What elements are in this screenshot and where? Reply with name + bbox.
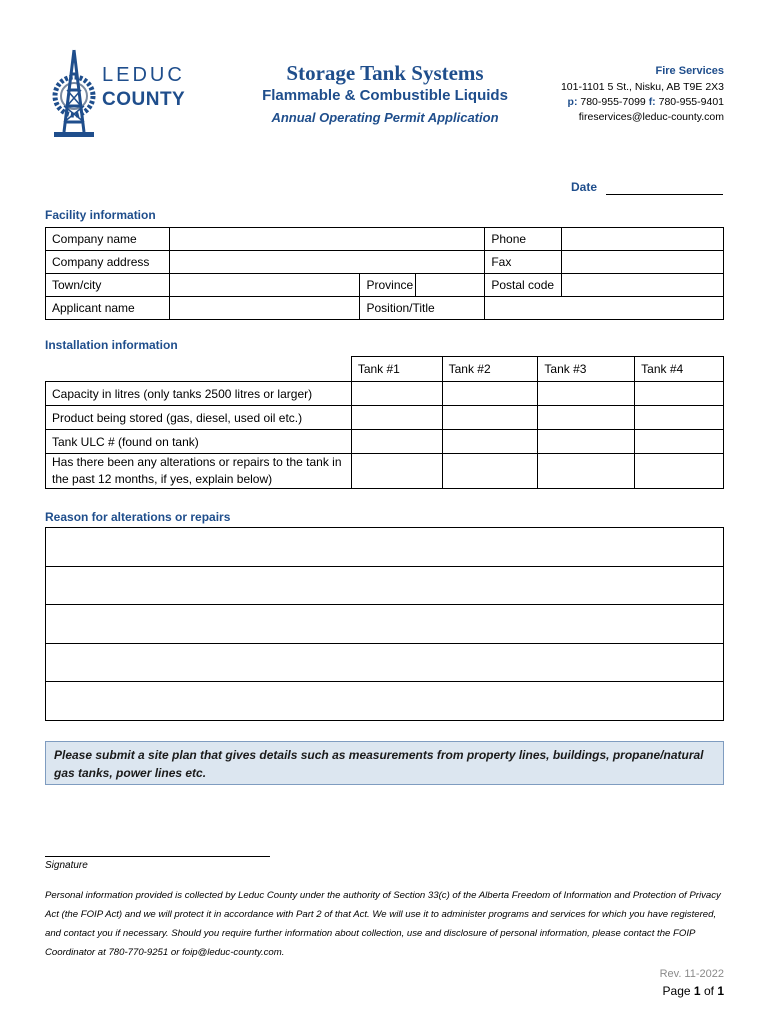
of-word: of (703, 984, 714, 998)
province-field[interactable] (416, 274, 485, 297)
reason-line-field[interactable] (46, 605, 724, 644)
table-row (46, 297, 724, 320)
phone-label: Phone (485, 228, 562, 251)
table-cell-input[interactable] (442, 406, 538, 430)
position-title-field[interactable] (485, 297, 724, 320)
page-current: 1 (693, 984, 701, 998)
table-row (46, 228, 724, 251)
revision-label: Rev. 11-2022 (659, 968, 724, 980)
derrick-icon (50, 46, 102, 142)
form-name: Annual Operating Permit Application (271, 110, 499, 125)
reason-heading: Reason for alterations or repairs (45, 510, 231, 524)
installation-heading: Installation information (45, 338, 178, 352)
position-title-label: Position/Title (360, 297, 485, 320)
reason-line-field[interactable] (46, 682, 724, 721)
reason-line-field[interactable] (46, 528, 724, 567)
fax-label: Fax (485, 251, 562, 274)
table-row (46, 430, 724, 454)
table-cell-input[interactable] (351, 406, 442, 430)
table-row (46, 454, 724, 489)
postal-code-label: Postal code (485, 274, 562, 297)
table-row (46, 406, 724, 430)
table-cell-input[interactable] (442, 430, 538, 454)
page-number (663, 984, 724, 998)
phone-label: p: (567, 96, 578, 108)
table-row (46, 357, 724, 382)
company-name-field[interactable] (169, 228, 484, 251)
company-address-field[interactable] (169, 251, 484, 274)
product-label: Product being stored (gas, diesel, used oil etc.) (46, 406, 352, 430)
table-cell-input[interactable] (351, 454, 442, 489)
fax-number: 780-955-9401 (658, 96, 724, 108)
town-city-label: Town/city (46, 274, 170, 297)
table-row (46, 605, 724, 644)
table-cell-input[interactable] (635, 406, 724, 430)
table-row (46, 566, 724, 605)
logo-text-county: COUNTY (102, 89, 186, 110)
tank-1-header: Tank #1 (351, 357, 442, 382)
table-cell-input[interactable] (442, 454, 538, 489)
contact-address: 101-1101 5 St., Nisku, AB T9E 2X3 (560, 81, 724, 93)
table-row (46, 682, 724, 721)
postal-code-field[interactable] (562, 274, 724, 297)
installation-table (45, 356, 724, 489)
phone-field[interactable] (562, 228, 724, 251)
signature-field[interactable] (45, 856, 270, 857)
capacity-label: Capacity in litres (only tanks 2500 litres or larger) (46, 382, 352, 406)
date-field[interactable] (606, 194, 723, 195)
logo-text-leduc: LEDUC (102, 64, 185, 86)
applicant-name-label: Applicant name (46, 297, 170, 320)
table-cell-input[interactable] (538, 454, 635, 489)
tank-ulc-label: Tank ULC # (found on tank) (46, 430, 352, 454)
facility-table (45, 227, 724, 320)
tank-2-header: Tank #2 (442, 357, 538, 382)
privacy-statement: Personal information provided is collected by Leduc County under the authority of Section 33(c) of the Alberta Freedom of Information and Protection of Privacy Act (the FOIP Act) and we will protect it in accordance with Part 2 of that Act. We will use it to administer programs and services for which you have registered, and contact you if necessary. Should you require further information about collection, use and disclosure of personal information, please contact the FOIP Coordinator at 780-770-9251 or foip@leduc-county.com. (45, 890, 721, 958)
leduc-county-logo (50, 46, 190, 142)
table-row (46, 643, 724, 682)
fax-label: f: (648, 96, 656, 108)
table-row (46, 274, 724, 297)
applicant-name-field[interactable] (169, 297, 360, 320)
contact-email: fireservices@leduc-county.com (578, 111, 724, 123)
page-title: Storage Tank Systems (286, 61, 484, 85)
fax-field[interactable] (562, 251, 724, 274)
page-word: Page (662, 984, 691, 998)
province-label: Province (360, 274, 416, 297)
signature-label: Signature (45, 860, 88, 871)
contact-phone-fax (568, 96, 724, 108)
table-row (46, 251, 724, 274)
table-cell-input[interactable] (538, 430, 635, 454)
table-cell-input[interactable] (442, 382, 538, 406)
table-cell-input[interactable] (635, 430, 724, 454)
reason-line-field[interactable] (46, 566, 724, 605)
page-subtitle: Flammable & Combustible Liquids (262, 87, 508, 104)
table-cell-input[interactable] (538, 406, 635, 430)
table-cell-input[interactable] (635, 454, 724, 489)
table-cell-input[interactable] (351, 382, 442, 406)
reason-line-field[interactable] (46, 643, 724, 682)
table-row (46, 528, 724, 567)
phone-number: 780-955-7099 (580, 96, 646, 108)
table-row (46, 382, 724, 406)
table-cell-input[interactable] (538, 382, 635, 406)
company-name-label: Company name (46, 228, 170, 251)
table-cell-input[interactable] (635, 382, 724, 406)
tank-3-header: Tank #3 (538, 357, 635, 382)
contact-department: Fire Services (655, 65, 724, 77)
table-cell-input[interactable] (351, 430, 442, 454)
site-plan-note: Please submit a site plan that gives details such as measurements from property lines, buildings, propane/natural gas tanks, power lines etc. (45, 741, 724, 785)
page-total: 1 (717, 984, 724, 998)
facility-heading: Facility information (45, 208, 156, 222)
town-city-field[interactable] (169, 274, 360, 297)
tank-4-header: Tank #4 (635, 357, 724, 382)
reason-table (45, 527, 724, 721)
date-label: Date (571, 180, 598, 194)
company-address-label: Company address (46, 251, 170, 274)
alterations-label: Has there been any alterations or repairs to the tank in the past 12 months, if yes, explain below) (46, 454, 352, 489)
